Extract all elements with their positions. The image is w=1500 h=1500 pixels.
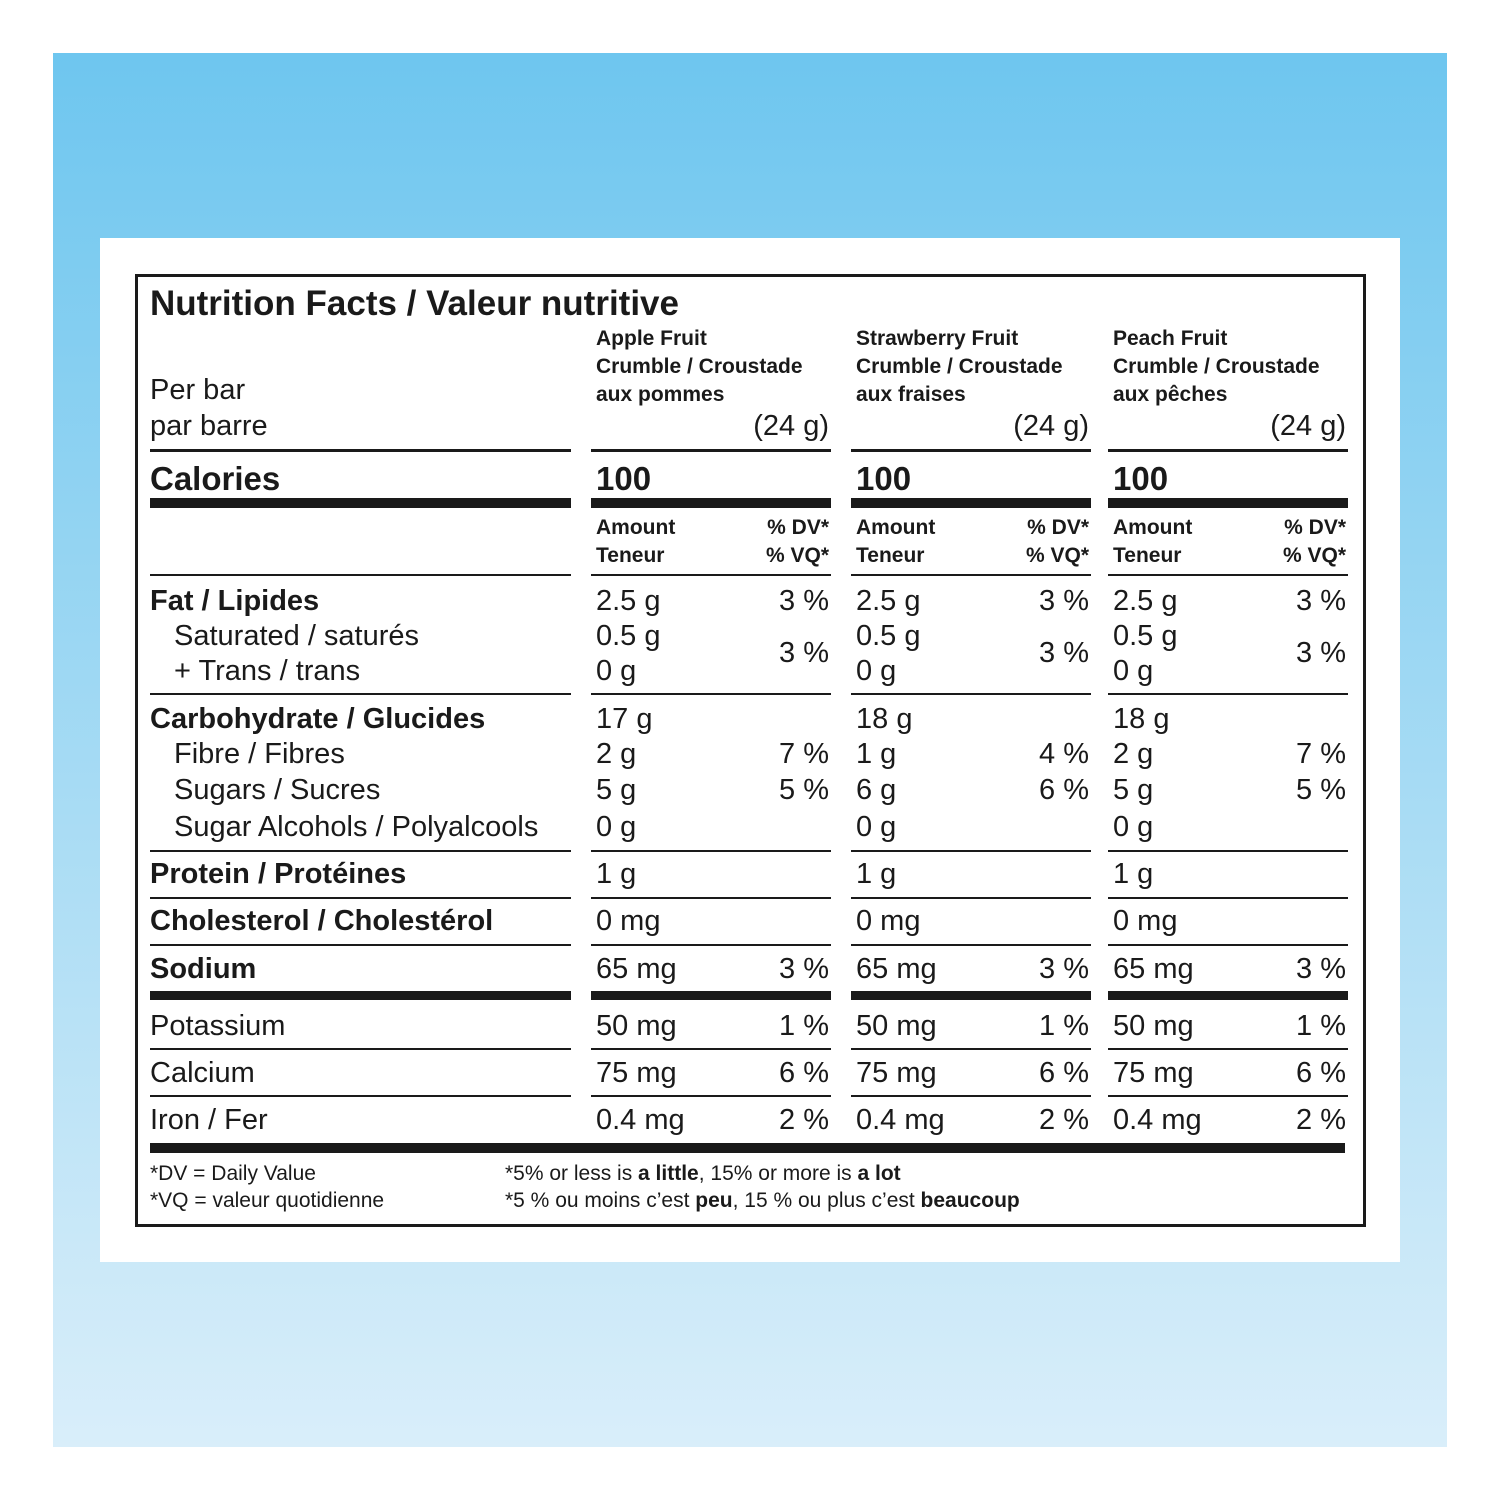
footnote-french — [505, 1187, 1020, 1214]
iron-label: Iron / Fer — [150, 1104, 268, 1136]
divider — [591, 693, 831, 695]
footnote-emphasis: beaucoup — [920, 1189, 1020, 1212]
carb-value: 17 g — [596, 703, 653, 735]
product-name: Strawberry Fruit Crumble / Croustade aux fraises — [856, 327, 1063, 406]
thick-divider — [150, 498, 571, 508]
par-barre-label: par barre — [150, 410, 268, 442]
footnote-dv: *DV = Daily Value — [150, 1162, 316, 1185]
sodium-value: 65 mg — [1113, 953, 1194, 985]
calcium-value: 75 mg — [856, 1057, 937, 1089]
calories-value: 100 — [1113, 460, 1169, 497]
divider — [1108, 1048, 1348, 1050]
sodium-label: Sodium — [150, 953, 257, 985]
divider — [1108, 897, 1348, 899]
divider — [851, 897, 1091, 899]
carb-value: 18 g — [856, 703, 913, 735]
cholesterol-value: 0 mg — [1113, 905, 1178, 937]
saturated-value: 0.5 g — [856, 620, 921, 652]
iron-value: 0.4 mg — [596, 1104, 685, 1136]
sat-trans-dv-value: 3 % — [1039, 637, 1089, 669]
protein-value: 1 g — [856, 858, 897, 890]
iron-dv-value: 2 % — [1039, 1104, 1089, 1136]
footnote-text: *5% or less is — [505, 1162, 639, 1185]
sugars-value: 6 g — [856, 774, 897, 806]
calcium-dv-value: 6 % — [779, 1057, 829, 1089]
fat-label: Fat / Lipides — [150, 585, 320, 617]
product-name: Peach Fruit Crumble / Croustade aux pêches — [1113, 327, 1320, 406]
divider — [591, 850, 831, 852]
saturated-value: 0.5 g — [596, 620, 661, 652]
divider — [851, 1095, 1091, 1097]
potassium-dv-value: 1 % — [779, 1010, 829, 1042]
fibre-value: 2 g — [596, 738, 637, 770]
product-name: Apple Fruit Crumble / Croustade aux pommes — [596, 327, 803, 406]
divider — [150, 449, 571, 452]
thick-divider — [1108, 498, 1348, 508]
divider — [851, 1048, 1091, 1050]
divider — [150, 897, 571, 899]
thick-divider — [591, 991, 831, 1000]
divider — [150, 574, 571, 576]
protein-value: 1 g — [1113, 858, 1154, 890]
page-title: Nutrition Facts / Valeur nutritive — [150, 284, 679, 323]
sugar-alcohols-value: 0 g — [1113, 811, 1154, 843]
cholesterol-value: 0 mg — [596, 905, 661, 937]
fibre-label: Fibre / Fibres — [174, 738, 345, 770]
fibre-dv-value: 7 % — [1296, 738, 1346, 770]
amount-header: Amount Teneur — [856, 516, 936, 567]
saturated-label: Saturated / saturés — [174, 620, 420, 652]
fibre-value: 2 g — [1113, 738, 1154, 770]
divider — [591, 944, 831, 946]
divider — [150, 1095, 571, 1097]
divider — [1108, 850, 1348, 852]
calcium-label: Calcium — [150, 1057, 255, 1089]
divider — [851, 693, 1091, 695]
sugar-alcohols-value: 0 g — [596, 811, 637, 843]
fibre-dv-value: 4 % — [1039, 738, 1089, 770]
fat-value: 2.5 g — [1113, 585, 1178, 617]
divider — [851, 850, 1091, 852]
sodium-dv-value: 3 % — [779, 953, 829, 985]
divider — [591, 574, 831, 576]
sugars-value: 5 g — [1113, 774, 1154, 806]
divider — [1108, 693, 1348, 695]
divider — [851, 449, 1091, 452]
potassium-value: 50 mg — [856, 1010, 937, 1042]
divider — [591, 1095, 831, 1097]
sugar-alcohols-value: 0 g — [856, 811, 897, 843]
sodium-dv-value: 3 % — [1296, 953, 1346, 985]
divider — [1108, 574, 1348, 576]
serving-size: (24 g) — [1013, 410, 1089, 442]
divider — [1108, 1095, 1348, 1097]
calories-value: 100 — [596, 460, 652, 497]
iron-dv-value: 2 % — [779, 1104, 829, 1136]
carbohydrate-label: Carbohydrate / Glucides — [150, 703, 486, 735]
fibre-dv-value: 7 % — [779, 738, 829, 770]
footnote-vq: *VQ = valeur quotidienne — [150, 1189, 385, 1212]
potassium-value: 50 mg — [1113, 1010, 1194, 1042]
dv-header: % DV* % VQ* — [1282, 516, 1346, 567]
divider — [150, 944, 571, 946]
sugar-alcohols-label: Sugar Alcohols / Polyalcools — [174, 811, 539, 843]
thick-divider — [1108, 991, 1348, 1000]
protein-value: 1 g — [596, 858, 637, 890]
footnote-text: , 15% or more is — [698, 1162, 858, 1185]
potassium-label: Potassium — [150, 1010, 286, 1042]
divider — [591, 897, 831, 899]
potassium-value: 50 mg — [596, 1010, 677, 1042]
dv-header: % DV* % VQ* — [765, 516, 829, 567]
divider — [1108, 944, 1348, 946]
sugars-value: 5 g — [596, 774, 637, 806]
trans-label: + Trans / trans — [174, 655, 361, 687]
potassium-dv-value: 1 % — [1039, 1010, 1089, 1042]
fibre-value: 1 g — [856, 738, 897, 770]
divider — [851, 944, 1091, 946]
trans-value: 0 g — [1113, 655, 1154, 687]
fat-dv-value: 3 % — [1296, 585, 1346, 617]
sugars-dv-value: 6 % — [1039, 774, 1089, 806]
trans-value: 0 g — [596, 655, 637, 687]
amount-header: Amount Teneur — [596, 516, 676, 567]
calories-value: 100 — [856, 460, 912, 497]
amount-header: Amount Teneur — [1113, 516, 1193, 567]
divider — [1108, 449, 1348, 452]
serving-size: (24 g) — [1270, 410, 1346, 442]
cholesterol-value: 0 mg — [856, 905, 921, 937]
cholesterol-label: Cholesterol / Cholestérol — [150, 905, 494, 937]
potassium-dv-value: 1 % — [1296, 1010, 1346, 1042]
calcium-dv-value: 6 % — [1039, 1057, 1089, 1089]
fat-dv-value: 3 % — [779, 585, 829, 617]
footnote-emphasis: peu — [695, 1189, 733, 1212]
thick-divider — [851, 991, 1091, 1000]
saturated-value: 0.5 g — [1113, 620, 1178, 652]
protein-label: Protein / Protéines — [150, 858, 407, 890]
calcium-value: 75 mg — [1113, 1057, 1194, 1089]
iron-dv-value: 2 % — [1296, 1104, 1346, 1136]
per-bar-label: Per bar — [150, 374, 246, 406]
footnote-emphasis: a little — [638, 1162, 699, 1185]
sugars-label: Sugars / Sucres — [174, 774, 381, 806]
fat-value: 2.5 g — [596, 585, 661, 617]
thick-divider — [591, 498, 831, 508]
thick-divider — [851, 498, 1091, 508]
sat-trans-dv-value: 3 % — [1296, 637, 1346, 669]
sodium-value: 65 mg — [856, 953, 937, 985]
footnote-emphasis: a lot — [857, 1162, 901, 1185]
serving-size: (24 g) — [753, 410, 829, 442]
footnote-text: , 15 % ou plus c’est — [732, 1189, 921, 1212]
divider — [591, 1048, 831, 1050]
footnote-english — [505, 1160, 901, 1187]
iron-value: 0.4 mg — [856, 1104, 945, 1136]
calcium-dv-value: 6 % — [1296, 1057, 1346, 1089]
sugars-dv-value: 5 % — [1296, 774, 1346, 806]
footnote-text: *5 % ou moins c’est — [505, 1189, 696, 1212]
dv-header: % DV* % VQ* — [1025, 516, 1089, 567]
thick-divider — [150, 991, 571, 1000]
divider — [150, 693, 571, 695]
trans-value: 0 g — [856, 655, 897, 687]
calories-label: Calories — [150, 460, 281, 497]
calcium-value: 75 mg — [596, 1057, 677, 1089]
divider — [150, 850, 571, 852]
sodium-value: 65 mg — [596, 953, 677, 985]
sugars-dv-value: 5 % — [779, 774, 829, 806]
fat-value: 2.5 g — [856, 585, 921, 617]
divider — [591, 449, 831, 452]
divider — [851, 574, 1091, 576]
fat-dv-value: 3 % — [1039, 585, 1089, 617]
bottom-thick-divider — [150, 1143, 1345, 1153]
carb-value: 18 g — [1113, 703, 1170, 735]
divider — [150, 1048, 571, 1050]
sodium-dv-value: 3 % — [1039, 953, 1089, 985]
sat-trans-dv-value: 3 % — [779, 637, 829, 669]
iron-value: 0.4 mg — [1113, 1104, 1202, 1136]
